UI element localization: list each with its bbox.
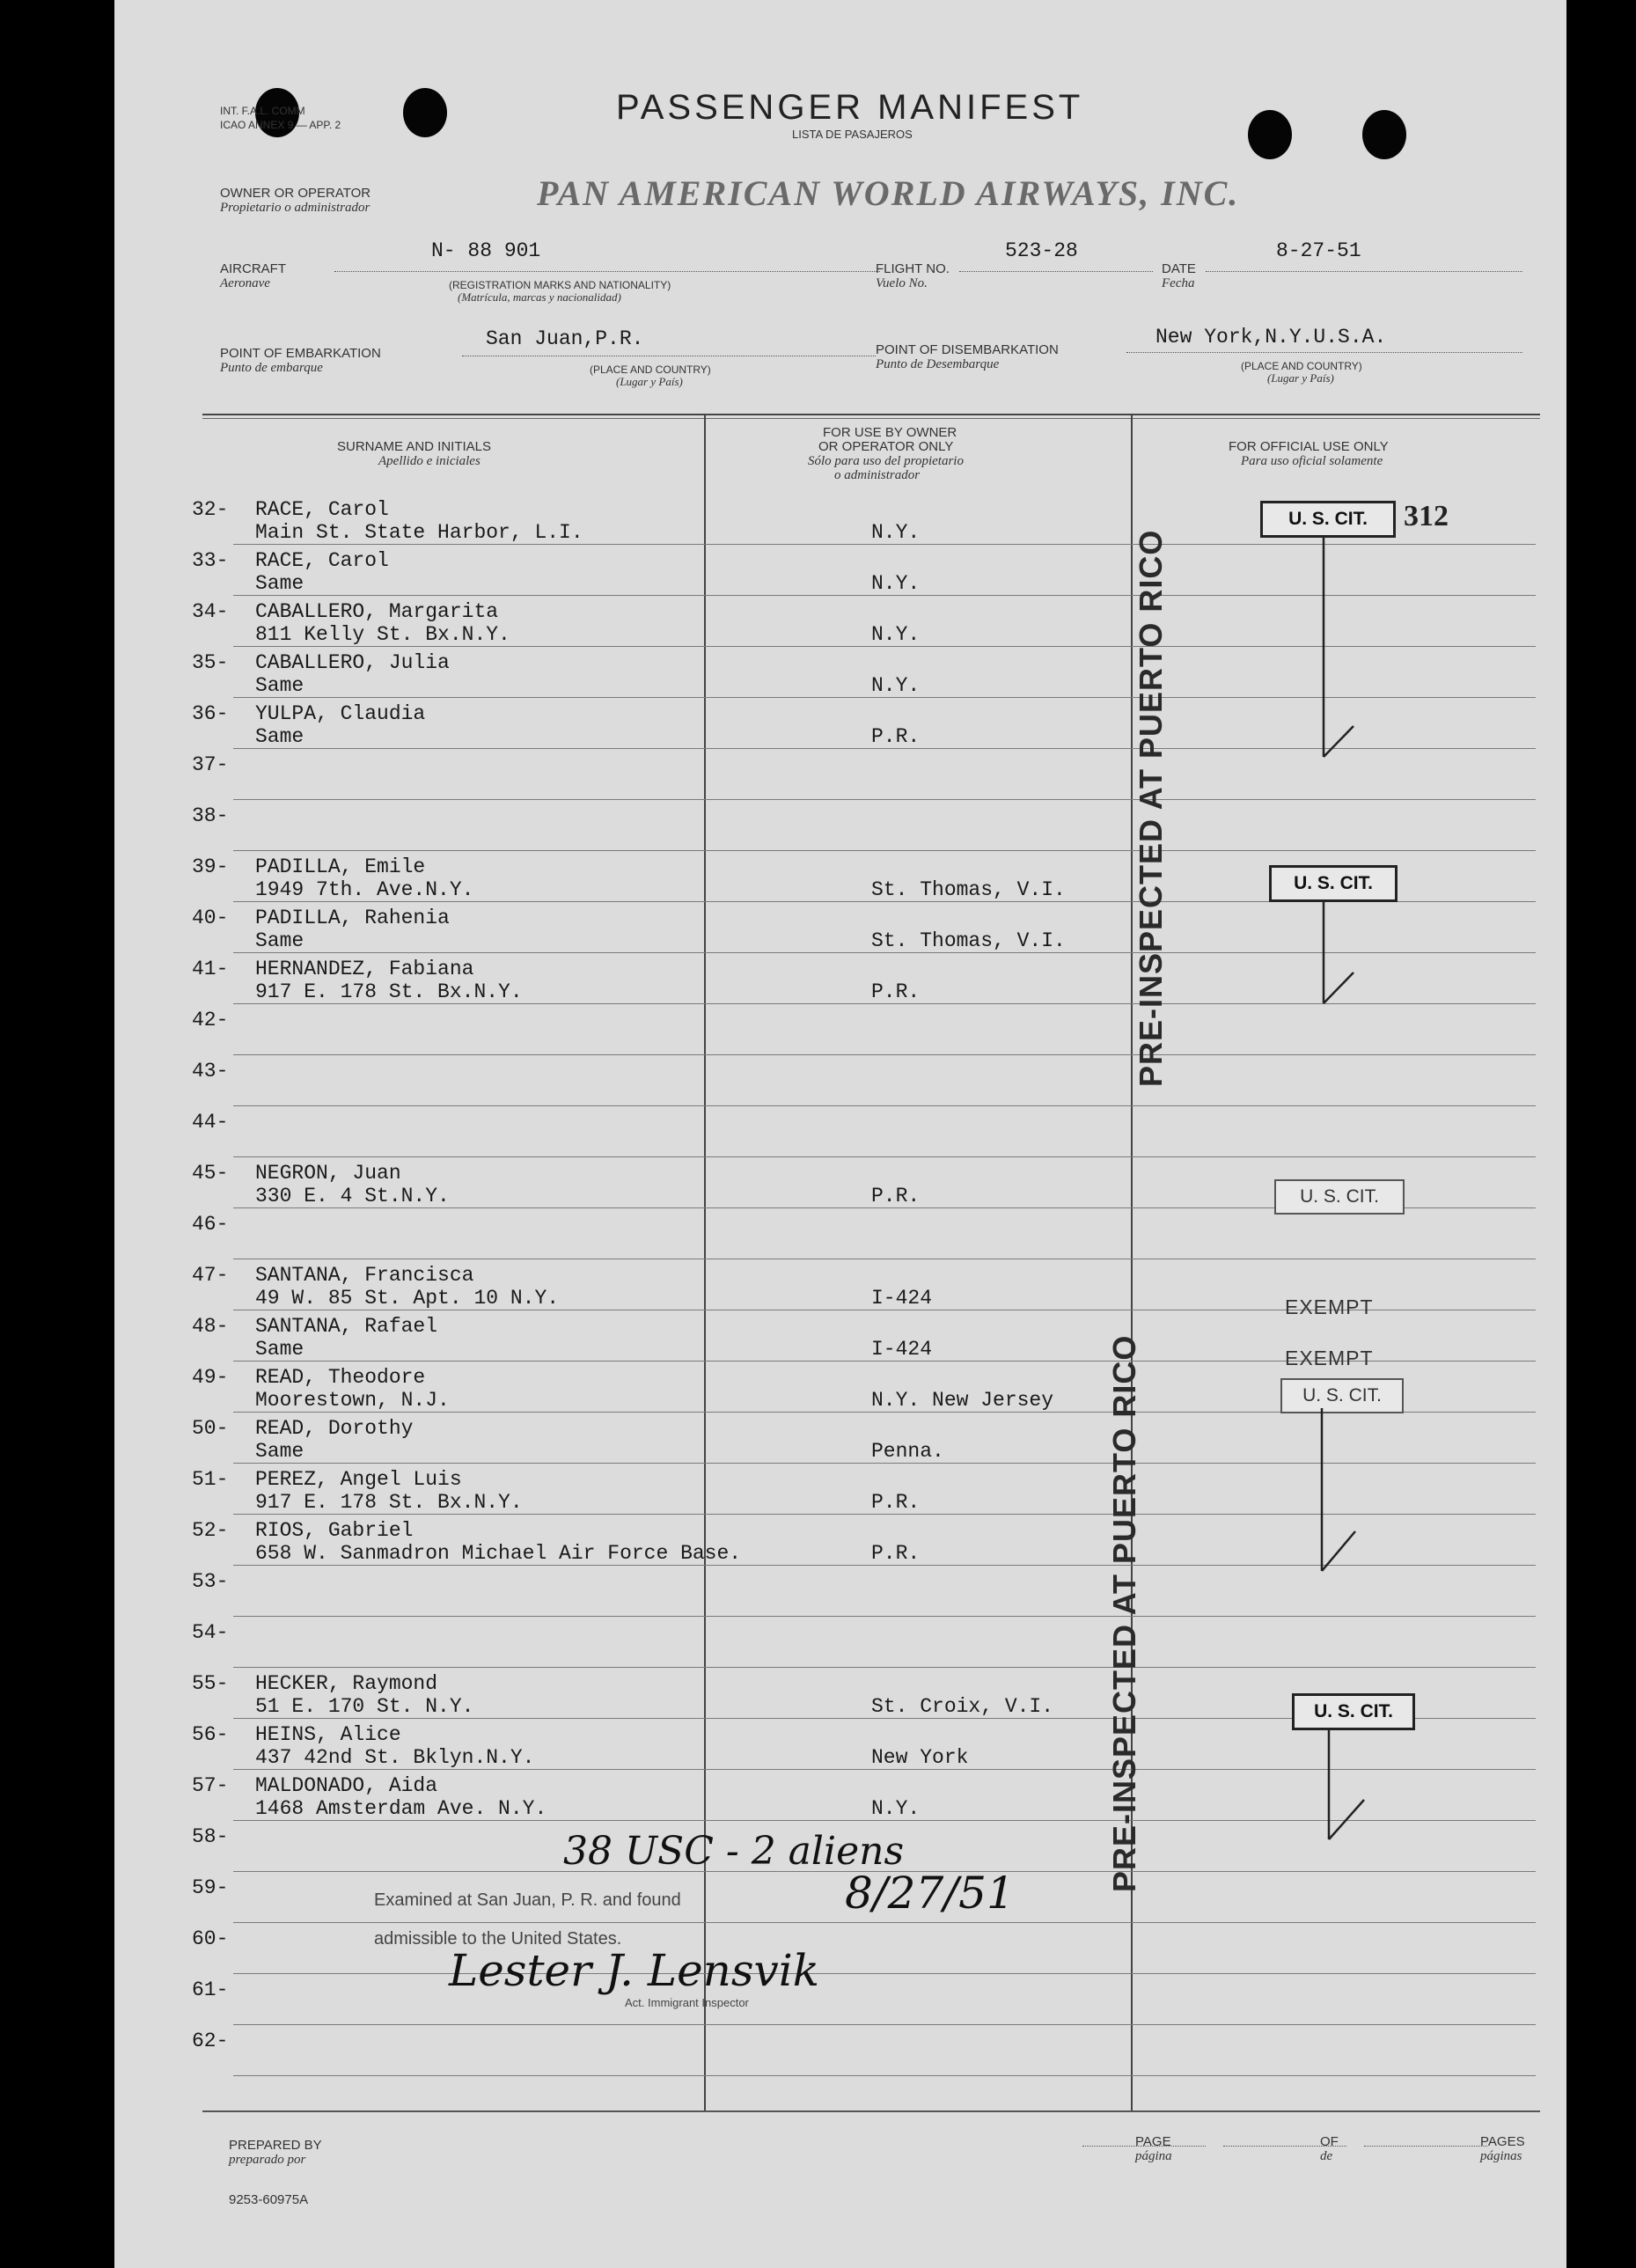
passenger-name: CABALLERO, Margarita bbox=[255, 600, 499, 623]
aircraft-label: AIRCRAFT bbox=[220, 261, 286, 276]
disembarkation-label: POINT OF DISEMBARKATION bbox=[876, 342, 1059, 357]
aircraft-value: N- 88 901 bbox=[431, 239, 541, 262]
us-citizen-stamp: U. S. CIT. bbox=[1280, 1378, 1404, 1413]
manifest-sheet bbox=[114, 0, 1566, 2268]
place-note-2-es: (Lugar y País) bbox=[1267, 371, 1334, 385]
column-header-operator-b: OR OPERATOR ONLY bbox=[818, 439, 954, 454]
passenger-name: READ, Dorothy bbox=[255, 1417, 414, 1440]
us-citizen-stamp: U. S. CIT. bbox=[1292, 1693, 1415, 1730]
passenger-name: NEGRON, Juan bbox=[255, 1162, 401, 1185]
passenger-address: Main St. State Harbor, L.I. bbox=[255, 521, 583, 544]
row-rule bbox=[233, 2024, 1536, 2025]
citizen-count: 312 bbox=[1404, 500, 1449, 532]
place-note: (PLACE AND COUNTRY) bbox=[590, 363, 711, 376]
flight-label-es: Vuelo No. bbox=[876, 276, 928, 290]
passenger-address: Same bbox=[255, 929, 304, 952]
row-number: 56- bbox=[192, 1723, 229, 1746]
passenger-name: SANTANA, Rafael bbox=[255, 1315, 438, 1338]
us-citizen-stamp: U. S. CIT. bbox=[1269, 865, 1398, 902]
exempt-stamp: EXEMPT bbox=[1285, 1295, 1374, 1318]
passenger-address: 1949 7th. Ave.N.Y. bbox=[255, 878, 474, 901]
passenger-name: MALDONADO, Aida bbox=[255, 1774, 438, 1797]
passenger-name: READ, Theodore bbox=[255, 1366, 426, 1389]
operator-note: P.R. bbox=[871, 1542, 921, 1565]
inspector-title: Act. Immigrant Inspector bbox=[625, 1996, 749, 2009]
prepared-label: PREPARED BY bbox=[229, 2138, 322, 2153]
row-rule bbox=[233, 1922, 1536, 1923]
place-note-2: (PLACE AND COUNTRY) bbox=[1241, 360, 1362, 372]
row-number: 45- bbox=[192, 1162, 229, 1185]
of-label-es: de bbox=[1320, 2149, 1333, 2163]
row-number: 62- bbox=[192, 2029, 229, 2052]
row-number: 37- bbox=[192, 753, 229, 776]
row-number: 61- bbox=[192, 1978, 229, 2001]
passenger-address: 917 E. 178 St. Bx.N.Y. bbox=[255, 980, 523, 1003]
inspector-signature: Lester J. Lensvik bbox=[449, 1945, 820, 1996]
form-reference: INT. F.A.L. COMM bbox=[220, 105, 305, 117]
operator-note: N.Y. bbox=[871, 1797, 921, 1820]
column-header-official: FOR OFFICIAL USE ONLY bbox=[1229, 439, 1389, 454]
passenger-name: RACE, Carol bbox=[255, 549, 389, 572]
row-number: 34- bbox=[192, 600, 229, 623]
column-header-operator-es: Sólo para uso del propietario bbox=[808, 454, 964, 468]
check-marks bbox=[1232, 528, 1373, 1848]
column-header-operator: FOR USE BY OWNER bbox=[823, 425, 957, 440]
passenger-name: RACE, Carol bbox=[255, 498, 389, 521]
operator-note: Penna. bbox=[871, 1440, 944, 1463]
row-number: 39- bbox=[192, 855, 229, 878]
aircraft-label-es: Aeronave bbox=[220, 276, 270, 290]
passenger-name: PADILLA, Rahenia bbox=[255, 906, 450, 929]
bracket-check bbox=[1324, 537, 1354, 757]
operator-note: N.Y. bbox=[871, 623, 921, 646]
operator-note: N.Y. New Jersey bbox=[871, 1389, 1054, 1412]
passenger-name: CABALLERO, Julia bbox=[255, 651, 450, 674]
page-title: PASSENGER MANIFEST bbox=[616, 88, 1084, 127]
column-header-name-es: Apellido e iniciales bbox=[378, 454, 481, 468]
pages-label: PAGES bbox=[1480, 2134, 1525, 2149]
row-rule bbox=[233, 1973, 1536, 1974]
punch-hole bbox=[1362, 110, 1406, 159]
row-number: 51- bbox=[192, 1468, 229, 1491]
bracket-check bbox=[1322, 1408, 1355, 1571]
row-number: 48- bbox=[192, 1315, 229, 1338]
row-number: 55- bbox=[192, 1672, 229, 1695]
passenger-address: Same bbox=[255, 725, 304, 748]
passenger-name: PADILLA, Emile bbox=[255, 855, 426, 878]
flight-label: FLIGHT NO. bbox=[876, 261, 950, 276]
row-number: 40- bbox=[192, 906, 229, 929]
row-number: 43- bbox=[192, 1060, 229, 1083]
operator-note: I-424 bbox=[871, 1338, 933, 1361]
passenger-address: Same bbox=[255, 572, 304, 595]
page-label: PAGE bbox=[1135, 2134, 1171, 2149]
row-number: 47- bbox=[192, 1264, 229, 1287]
row-number: 58- bbox=[192, 1825, 229, 1848]
row-number: 32- bbox=[192, 498, 229, 521]
row-number: 60- bbox=[192, 1927, 229, 1950]
passenger-address: 811 Kelly St. Bx.N.Y. bbox=[255, 623, 510, 646]
registration-note-es: (Matrícula, marcas y nacionalidad) bbox=[458, 290, 621, 304]
place-note-es: (Lugar y País) bbox=[616, 375, 683, 388]
passenger-address: Same bbox=[255, 1440, 304, 1463]
form-number: 9253-60975A bbox=[229, 2192, 309, 2207]
row-number: 53- bbox=[192, 1570, 229, 1593]
passenger-address: Same bbox=[255, 1338, 304, 1361]
operator-note: P.R. bbox=[871, 980, 921, 1003]
passenger-name: YULPA, Claudia bbox=[255, 702, 426, 725]
date-value: 8-27-51 bbox=[1276, 239, 1361, 262]
disembarkation-label-es: Punto de Desembarque bbox=[876, 357, 1000, 371]
date-label-es: Fecha bbox=[1162, 276, 1195, 290]
operator-note: P.R. bbox=[871, 725, 921, 748]
row-number: 33- bbox=[192, 549, 229, 572]
row-number: 42- bbox=[192, 1009, 229, 1031]
row-number: 54- bbox=[192, 1621, 229, 1644]
row-number: 41- bbox=[192, 958, 229, 980]
row-number: 50- bbox=[192, 1417, 229, 1440]
passenger-name: RIOS, Gabriel bbox=[255, 1519, 414, 1542]
passenger-address: 658 W. Sanmadron Michael Air Force Base. bbox=[255, 1542, 742, 1565]
passenger-name: HEINS, Alice bbox=[255, 1723, 401, 1746]
date-label: DATE bbox=[1162, 261, 1196, 276]
punch-hole bbox=[403, 88, 447, 137]
pre-inspected-stamp: PRE-INSPECTED AT PUERTO RICO bbox=[1133, 529, 1169, 1087]
registration-note: (REGISTRATION MARKS AND NATIONALITY) bbox=[449, 279, 671, 291]
row-number: 49- bbox=[192, 1366, 229, 1389]
passenger-name: HERNANDEZ, Fabiana bbox=[255, 958, 474, 980]
us-citizen-stamp: U. S. CIT. bbox=[1274, 1179, 1405, 1215]
airline-name: PAN AMERICAN WORLD AIRWAYS, INC. bbox=[537, 173, 1240, 213]
bracket-check bbox=[1324, 902, 1354, 1003]
us-citizen-stamp: U. S. CIT. bbox=[1260, 501, 1396, 538]
punch-hole bbox=[1248, 110, 1292, 159]
owner-label: OWNER OR OPERATOR bbox=[220, 186, 371, 201]
of-label: OF bbox=[1320, 2134, 1339, 2149]
embarkation-label-es: Punto de embarque bbox=[220, 361, 323, 375]
flight-value: 523-28 bbox=[1005, 239, 1078, 262]
admissible-stamp-line: admissible to the United States. bbox=[374, 1929, 622, 1949]
passenger-address: 49 W. 85 St. Apt. 10 N.Y. bbox=[255, 1287, 560, 1310]
row-number: 38- bbox=[192, 804, 229, 827]
disembarkation-value: New York,N.Y.U.S.A. bbox=[1155, 326, 1387, 349]
embarkation-label: POINT OF EMBARKATION bbox=[220, 346, 381, 361]
operator-note: N.Y. bbox=[871, 572, 921, 595]
column-header-operator-es-b: o administrador bbox=[834, 468, 921, 482]
operator-note: N.Y. bbox=[871, 521, 921, 544]
operator-note: P.R. bbox=[871, 1185, 921, 1207]
page-label-es: página bbox=[1135, 2149, 1172, 2163]
embarkation-value: San Juan,P.R. bbox=[486, 327, 644, 350]
row-number: 57- bbox=[192, 1774, 229, 1797]
handwritten-date: 8/27/51 bbox=[845, 1868, 1015, 1919]
passenger-name: PEREZ, Angel Luis bbox=[255, 1468, 462, 1491]
passenger-name: HECKER, Raymond bbox=[255, 1672, 438, 1695]
operator-note: New York bbox=[871, 1746, 969, 1769]
prepared-label-es: preparado por bbox=[229, 2153, 306, 2167]
operator-note: P.R. bbox=[871, 1491, 921, 1514]
passenger-address: Same bbox=[255, 674, 304, 697]
passenger-address: 51 E. 170 St. N.Y. bbox=[255, 1695, 474, 1718]
operator-note: I-424 bbox=[871, 1287, 933, 1310]
row-number: 35- bbox=[192, 651, 229, 674]
passenger-address: 1468 Amsterdam Ave. N.Y. bbox=[255, 1797, 547, 1820]
operator-note: N.Y. bbox=[871, 674, 921, 697]
passenger-name: SANTANA, Francisca bbox=[255, 1264, 474, 1287]
row-number: 36- bbox=[192, 702, 229, 725]
passenger-address: Moorestown, N.J. bbox=[255, 1389, 450, 1412]
row-number: 44- bbox=[192, 1111, 229, 1134]
handwritten-count: 38 USC - 2 aliens bbox=[563, 1829, 905, 1874]
exempt-stamp: EXEMPT bbox=[1285, 1347, 1374, 1369]
pages-label-es: páginas bbox=[1480, 2149, 1522, 2163]
form-reference-annex: ICAO ANNEX 9 — APP. 2 bbox=[220, 119, 341, 131]
pre-inspected-stamp: PRE-INSPECTED AT PUERTO RICO bbox=[1106, 1334, 1142, 1892]
passenger-address: 330 E. 4 St.N.Y. bbox=[255, 1185, 450, 1207]
operator-note: St. Thomas, V.I. bbox=[871, 878, 1066, 901]
owner-label-es: Propietario o administrador bbox=[220, 201, 370, 215]
passenger-address: 917 E. 178 St. Bx.N.Y. bbox=[255, 1491, 523, 1514]
page-subtitle: LISTA DE PASAJEROS bbox=[792, 128, 913, 141]
passenger-address: 437 42nd St. Bklyn.N.Y. bbox=[255, 1746, 535, 1769]
column-header-official-es: Para uso oficial solamente bbox=[1241, 454, 1383, 468]
operator-note: St. Thomas, V.I. bbox=[871, 929, 1066, 952]
row-number: 59- bbox=[192, 1876, 229, 1899]
bracket-check bbox=[1329, 1729, 1364, 1839]
operator-note: St. Croix, V.I. bbox=[871, 1695, 1054, 1718]
row-number: 52- bbox=[192, 1519, 229, 1542]
row-number: 46- bbox=[192, 1213, 229, 1236]
column-header-name: SURNAME AND INITIALS bbox=[337, 439, 492, 454]
row-rule bbox=[233, 2075, 1536, 2076]
examined-stamp-line: Examined at San Juan, P. R. and found bbox=[374, 1890, 681, 1910]
